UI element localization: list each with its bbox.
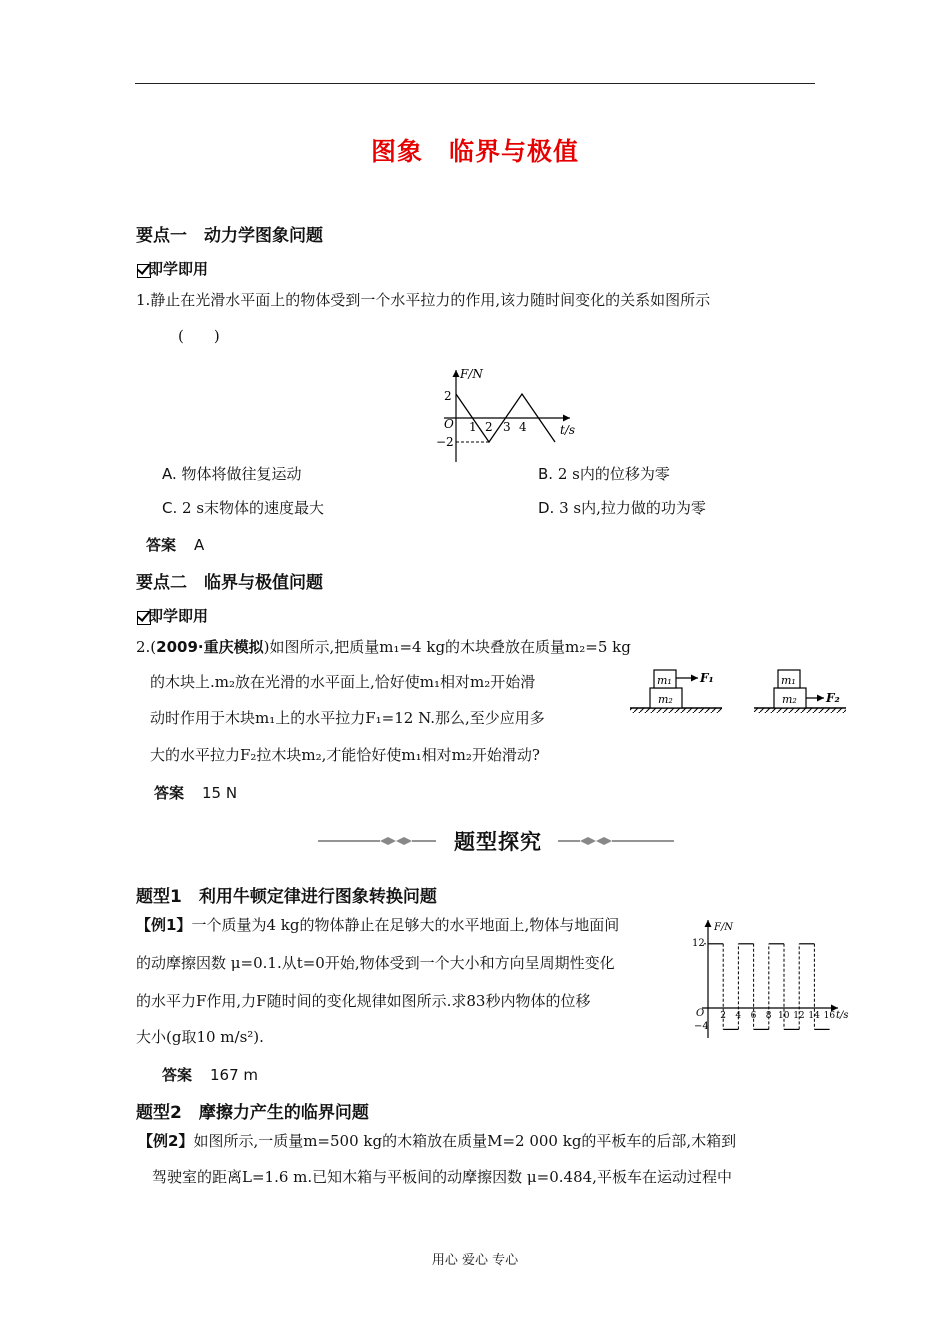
q1-text: 1.静止在光滑水平面上的物体受到一个水平拉力的作用,该力随时间变化的关系如图所示 — [136, 291, 711, 309]
fig1-ytick-2: 2 — [444, 389, 452, 403]
q1-blank: ( ) — [178, 327, 220, 345]
svg-text:m₁: m₁ — [657, 674, 672, 687]
q1-option-b: B. 2 s内的位移为零 — [538, 465, 670, 483]
fig1-ytick-neg2: −2 — [436, 435, 454, 449]
fig1-origin: O — [444, 417, 454, 431]
q1-option-d: D. 3 s内,拉力做的功为零 — [538, 499, 706, 517]
fig1-force-graph — [400, 362, 590, 466]
type2-heading: 题型2 摩擦力产生的临界问题 — [136, 1103, 369, 1123]
fig1-xlabel: t/s — [560, 423, 576, 437]
banner-title: 题型探究 — [454, 830, 542, 854]
fig1-xtick-1: 1 — [469, 420, 477, 434]
q2-line3: 动时作用于木块m₁上的水平拉力F₁=12 N.那么,至少应用多 — [150, 709, 545, 727]
q2-line1: 2.(2009·重庆模拟)如图所示,把质量m₁=4 kg的木块叠放在质量m₂=5 kg — [136, 638, 631, 656]
fig2-blocks-diagram — [628, 664, 848, 716]
fig2-f1: F₁ — [700, 671, 714, 685]
ex1-answer: 答案 167 m — [162, 1066, 259, 1084]
type1-heading: 题型1 利用牛顿定律进行图象转换问题 — [136, 887, 437, 907]
q2-line4: 大的水平拉力F₂拉木块m₂,才能恰好使m₁相对m₂开始滑动? — [150, 746, 540, 764]
fig3-xlabel: t/s — [836, 1010, 849, 1021]
fig3-ytick-12: 12 — [692, 938, 705, 949]
fig1-xtick-2: 2 — [485, 420, 493, 434]
fig3-ylabel: F/N — [714, 922, 734, 933]
fig1-xtick-3: 3 — [503, 420, 511, 434]
fig3-xtick-6: 6 — [750, 1011, 757, 1021]
section1-sub: 即学即用 — [148, 260, 209, 278]
fig3-ytick-neg4: −4 — [694, 1021, 709, 1032]
ex1-line1: 【例1】一个质量为4 kg的物体静止在足够大的水平地面上,物体与地面间 — [136, 916, 620, 934]
fig3-xtick-10: 10 — [778, 1011, 790, 1021]
fig1-xtick-4: 4 — [519, 420, 527, 434]
svg-text:m₂: m₂ — [782, 693, 797, 706]
fig2-f2: F₂ — [826, 691, 840, 705]
page-title: 图象 临界与极值 — [370, 137, 579, 166]
fig3-xtick-14: 14 — [808, 1011, 820, 1021]
ex1-line3: 的水平力F作用,力F随时间的变化规律如图所示.求83秒内物体的位移 — [136, 992, 591, 1010]
fig1-ylabel: F/N — [460, 367, 483, 381]
section2-heading: 要点二 临界与极值问题 — [136, 573, 323, 593]
section1-heading: 要点一 动力学图象问题 — [136, 226, 323, 246]
svg-text:m₂: m₂ — [658, 693, 673, 706]
fig3-xtick-16: 16 — [823, 1011, 836, 1021]
fig3-periodic-force-graph — [688, 914, 852, 1042]
fig3-xtick-4: 4 — [735, 1011, 742, 1021]
q2-line2: 的木块上.m₂放在光滑的水平面上,恰好使m₁相对m₂开始滑 — [150, 673, 536, 691]
fig3-xtick-12: 12 — [793, 1011, 805, 1021]
section2-sub: 即学即用 — [148, 607, 209, 625]
svg-text:m₁: m₁ — [781, 674, 796, 687]
fig3-xtick-8: 8 — [765, 1011, 772, 1021]
q1-option-a: A. 物体将做往复运动 — [162, 465, 302, 483]
q1-option-c: C. 2 s末物体的速度最大 — [162, 499, 325, 517]
fig3-origin: O — [696, 1008, 705, 1019]
ex2-line2: 驾驶室的距离L=1.6 m.已知木箱与平板间的动摩擦因数 μ=0.484,平板车在运动过程中 — [152, 1168, 732, 1186]
fig3-xtick-2: 2 — [720, 1011, 726, 1021]
page-footer: 用心 爱心 专心 — [431, 1253, 519, 1268]
q2-answer: 答案 15 N — [154, 784, 238, 802]
ex1-line4: 大小(g取10 m/s²). — [136, 1028, 264, 1046]
header-rule — [135, 83, 815, 84]
ex1-line2: 的动摩擦因数 μ=0.1.从t=0开始,物体受到一个大小和方向呈周期性变化 — [136, 954, 615, 972]
ex2-line1: 【例2】如图所示,一质量m=500 kg的木箱放在质量M=2 000 kg的平板车的后部,木箱到 — [138, 1132, 737, 1150]
q1-answer: 答案 A — [146, 536, 205, 554]
